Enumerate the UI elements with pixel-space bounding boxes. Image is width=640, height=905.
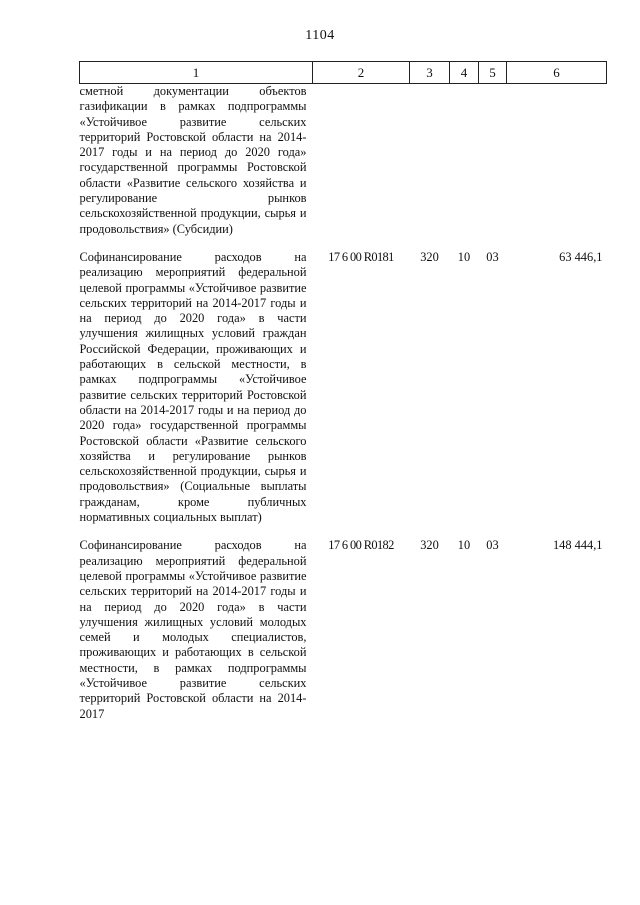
table-row [80,525,607,722]
row-col5: 03 [486,538,499,553]
header-col-3: 3 [410,62,450,84]
row-code: 17 6 00 R0181 [328,249,394,264]
row-code: 17 6 00 R0182 [328,538,394,553]
row-col3 [410,84,450,237]
row-description: Софинансирование расходов на реализацию мероприятий федеральной целевой программы «Устойчивое развитие сельских территорий на 2014-2017 годы и на период до 2020 года» в части улучшения жилищных условий молодых семей и молодых специалистов, проживающих и работающих в сельской местности, в рамках подпрограммы «Устойчивое развитие сельских территорий Ростовской области на 2014-2017 [79,538,307,721]
budget-table [79,61,607,722]
header-col-1: 1 [80,62,313,84]
row-description: сметной документации объектов газификации в рамках подпрограммы «Устойчивое развитие сельских территорий Ростовской области на 2014-2017 годы и на период до 2020 года» государственной программы Ростовской области «Развитие сельского хозяйства и регулирование рынков сельскохозяйственной продукции, сырья и продовольствия» (Субсидии) [79,84,307,236]
table-header [80,62,607,84]
header-col-5: 5 [479,62,507,84]
row-col4: 10 [457,249,471,264]
table-row [80,84,607,237]
header-row [80,62,607,84]
row-col3: 320 [420,538,439,553]
row-amount: 148 444,1 [552,538,603,553]
page-number: 1104 [305,28,335,43]
row-code [313,84,410,237]
row-amount: 63 446,1 [559,249,603,264]
row-col4 [450,84,479,237]
table-row [80,237,607,525]
row-col3: 320 [420,249,439,264]
header-col-4: 4 [450,62,479,84]
header-col-6: 6 [507,62,607,84]
row-col5 [479,84,507,237]
header-col-2: 2 [313,62,410,84]
row-amount [507,84,607,237]
row-col4: 10 [457,538,471,553]
row-col5: 03 [486,249,499,264]
table-body [80,84,607,722]
row-description: Софинансирование расходов на реализацию мероприятий федеральной целевой программы «Устойчивое развитие сельских территорий на 2014-2017 годы и на период до 2020 года» в части улучшения жилищных условий граждан Российской Федерации, проживающих и работающих в сельской местности, в рамках подпрограммы «Устойчивое развитие сельских территорий Ростовской области на 2014-2017 годы и на период до 2020 года» государственной программы Ростовской области «Развитие сельского хозяйства и регулирование рынков сельскохозяйственной продукции, сырья и продовольствия» (Социальные выплаты гражданам, кроме публичных нормативных социальных выплат) [79,249,307,525]
